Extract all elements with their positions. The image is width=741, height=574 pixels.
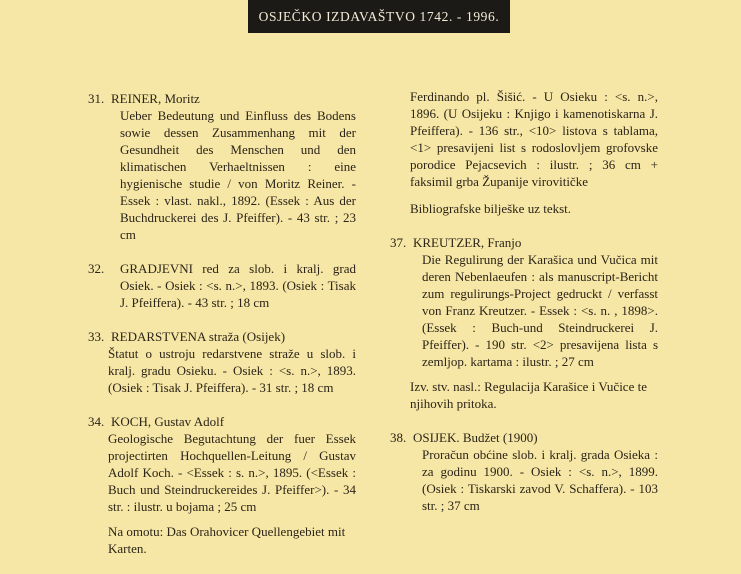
entry-number: 32. bbox=[88, 261, 105, 276]
entry-heading: GRADJEVNI red za slob. i kralj. grad Osiek. - Osiek : <s. n.>, 1893. (Osiek : Tisak J. Pfeiffera). - 43 str. ; 18 cm bbox=[120, 261, 356, 310]
header-title: OSJEČKO IZDAVAŠTVO 1742. - 1996. bbox=[258, 8, 500, 24]
entry-heading: REINER, Moritz bbox=[111, 91, 200, 106]
entry-number: 38. bbox=[390, 430, 407, 445]
entry-body: Geologische Begutachtung der fuer Essek projectirten Hochquellen-Leitung / Gustav Adolf Koch. - <Essek : s. n.>, 1895. (<Essek : Buch und Steindruckereides J. Pfeiffer>). - 34 str. : ilustr. u bojama ; 25 cm bbox=[108, 431, 356, 514]
entry-34 bbox=[88, 413, 356, 515]
entry-body: Ueber Bedeutung und Einfluss des Bodens sowie dessen Zusammenhang mit der Gesundheit des Menschen und den klimatischen Verhaeltnissen : eine hygienische studie / von Moritz Reiner. - Essek : vlast. nakl., 1892. (Essek : Aus der Buchdruckerei des J. Pfeiffer). - 43 str. ; 23 cm bbox=[120, 108, 356, 242]
entry-heading: KREUTZER, Franjo bbox=[413, 235, 522, 250]
entry-continuation: Ferdinando pl. Šišić. - U Osieku : <s. n.>, 1896. (U Osijeku : Knjigo i kamenotiskarna J. Pfeiffera). - 136 str., <10> listova s tablama, <1> presavijeni list s rodoslovljem grofovske porodice Pejacsevich : ilustr. ; 36 cm + faksimil grba Županije virovitičke bbox=[410, 89, 658, 189]
entry-body: Die Regulirung der Karašica und Vučica mit deren Nebenlaeufen : als manuscript-Bericht zum regulirungs-Project gedruckt / verfasst von Franz Kreutzer. - Essek : <s. n. , 1898>. (Essek : Buch-und Steindruckerei J. Pfeiffer). - 190 str. <2> presavijena lista s zemljop. kartama : ilustr. ; 27 cm bbox=[422, 252, 658, 369]
entry-32 bbox=[88, 260, 356, 311]
entry-note: Izv. stv. nasl.: Regulacija Karašice i Vučice te njihovih pritoka. bbox=[410, 379, 647, 411]
entry-number: 31. bbox=[88, 91, 105, 106]
entry-note: Na omotu: Das Orahovicer Quellengebiet mit Karten. bbox=[108, 524, 346, 556]
entry-number: 33. bbox=[88, 329, 105, 344]
entry-body: Štatut o ustroju redarstvene straže u slob. i kralj. gradu Osieku. - Osiek : <s. n.>, 1893. (Osiek : Tisak J. Pfeiffera). - 31 str. ; 18 cm bbox=[108, 346, 356, 395]
entry-heading: OSIJEK. Budžet (1900) bbox=[413, 430, 538, 445]
entry-number: 34. bbox=[88, 414, 105, 429]
page-header bbox=[248, 0, 510, 33]
entry-33 bbox=[88, 328, 356, 396]
entry-38 bbox=[390, 429, 658, 514]
entry-31 bbox=[88, 90, 356, 243]
entry-heading: REDARSTVENA straža (Osijek) bbox=[111, 329, 286, 344]
entry-number: 37. bbox=[390, 235, 407, 250]
entry-note: Bibliografske bilješke uz tekst. bbox=[410, 201, 572, 216]
entry-heading: KOCH, Gustav Adolf bbox=[111, 414, 225, 429]
entry-body: Proračun obćine slob. i kralj. grada Osieka : za godinu 1900. - Osiek : <s. n.>, 1899. (Osiek : Tiskarski zavod V. Schaffera). - 103 str. ; 37 cm bbox=[422, 447, 658, 513]
right-column bbox=[390, 88, 658, 531]
left-column bbox=[88, 90, 356, 574]
entry-37 bbox=[390, 234, 658, 370]
